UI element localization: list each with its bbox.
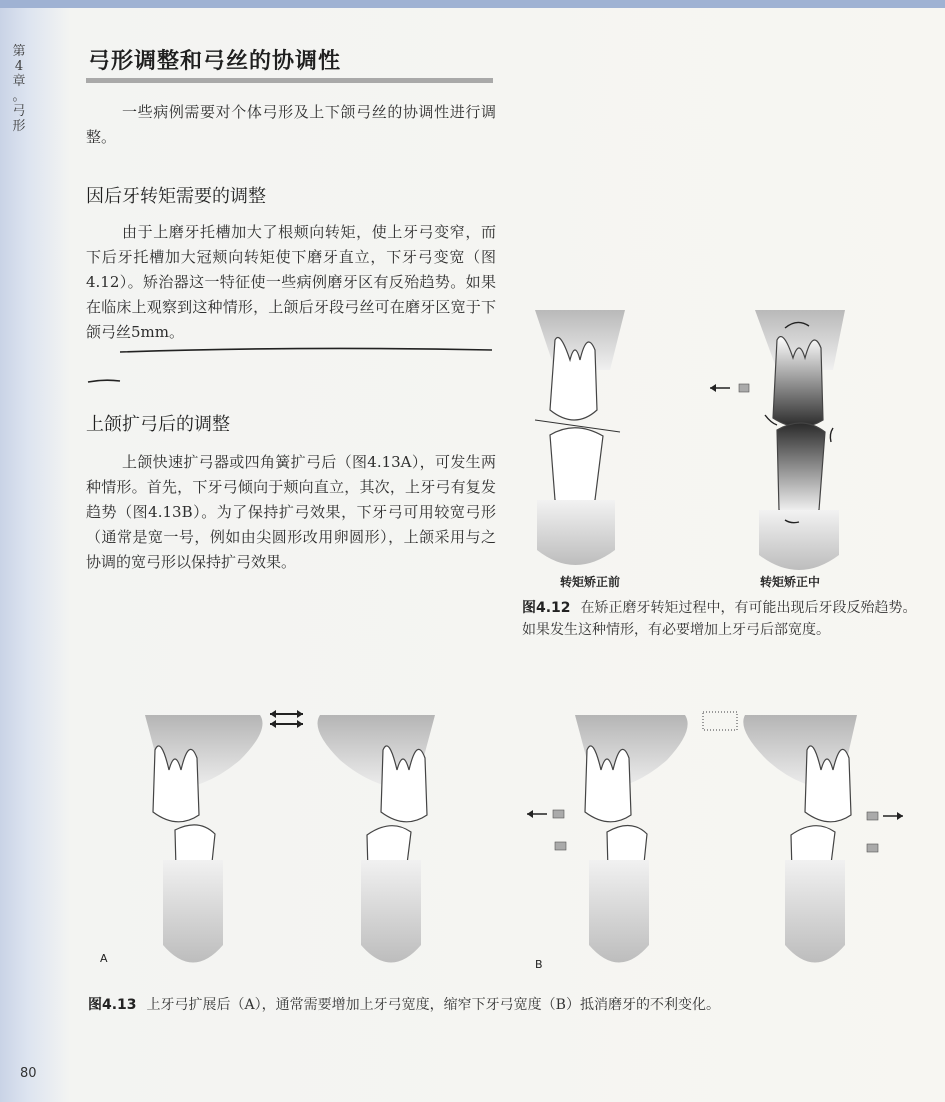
upper-molar-torqued-icon	[773, 337, 823, 427]
figure-4-12-caption-number: 图4.12	[522, 600, 571, 616]
figure-4-13-caption-text: 上牙弓扩展后（A），通常需要增加上牙弓宽度，缩窄下牙弓宽度（B）抵消磨牙的不利变化。	[146, 997, 720, 1013]
chapter-char: 形	[12, 119, 26, 134]
chapter-char: 4	[14, 59, 24, 74]
intro-paragraph: 一些病例需要对个体弓形及上下颌弓丝的协调性进行调整。	[86, 103, 496, 146]
section-heading-torque: 因后牙转矩需要的调整	[86, 186, 266, 207]
lower-molar-torqued-icon	[777, 423, 825, 518]
page-title: 弓形调整和弓丝的协调性	[88, 49, 342, 74]
figure-4-12-caption-text: 在矫正磨牙转矩过程中，有可能出现后牙段反殆趋势。如果发生这种情形，有必要增加上牙弓后部宽度。	[522, 600, 917, 638]
figure-4-13-caption-number: 图4.13	[88, 997, 137, 1013]
section-text-expansion: 上颌快速扩弓器或四角簧扩弓后（图4.13A），可发生两种情形。首先，下牙弓倾向于颊向直立，其次，上牙弓有复发趋势（图4.13B）。为了保持扩弓效果，下牙弓可用较宽弓形（通常是宽一号，例如由尖圆形改用卵圆形），上颌采用与之协调的宽弓形以保持扩弓效果。	[86, 453, 496, 571]
figure-4-13-caption	[88, 994, 928, 1016]
title-underline	[86, 78, 493, 83]
figure-4-12-illustration	[515, 300, 935, 590]
chapter-char: 第	[12, 44, 26, 59]
section-heading-expansion: 上颌扩弓后的调整	[86, 414, 230, 435]
figure-4-13-panel-a-label: A	[100, 952, 108, 965]
lower-molar-icon	[550, 428, 603, 508]
chapter-side-label	[8, 44, 30, 134]
figure-4-12-label-during: 转矩矫正中	[760, 575, 821, 589]
section-text-torque: 由于上磨牙托槽加大了根颊向转矩，使上牙弓变窄，而下后牙托槽加大冠颊向转矩使下磨牙直立，下牙弓变宽（图4.12）。矫治器这一特征使一些病例磨牙区有反殆趋势。如果在临床上观察到这种情形，上颌后牙段弓丝可在磨牙区宽于下颌弓丝5mm。	[86, 223, 496, 341]
chapter-char: 。	[12, 89, 26, 104]
figure-4-12-label-before: 转矩矫正前	[560, 575, 621, 589]
page-number: 80	[20, 1066, 37, 1081]
chapter-char: 弓	[12, 104, 26, 119]
figure-4-12-caption	[522, 597, 927, 641]
chapter-char: 章	[12, 74, 26, 89]
figure-4-13-illustration	[95, 700, 935, 985]
top-edge-band	[0, 0, 945, 8]
figure-4-13-panel-b-label: B	[535, 958, 543, 971]
